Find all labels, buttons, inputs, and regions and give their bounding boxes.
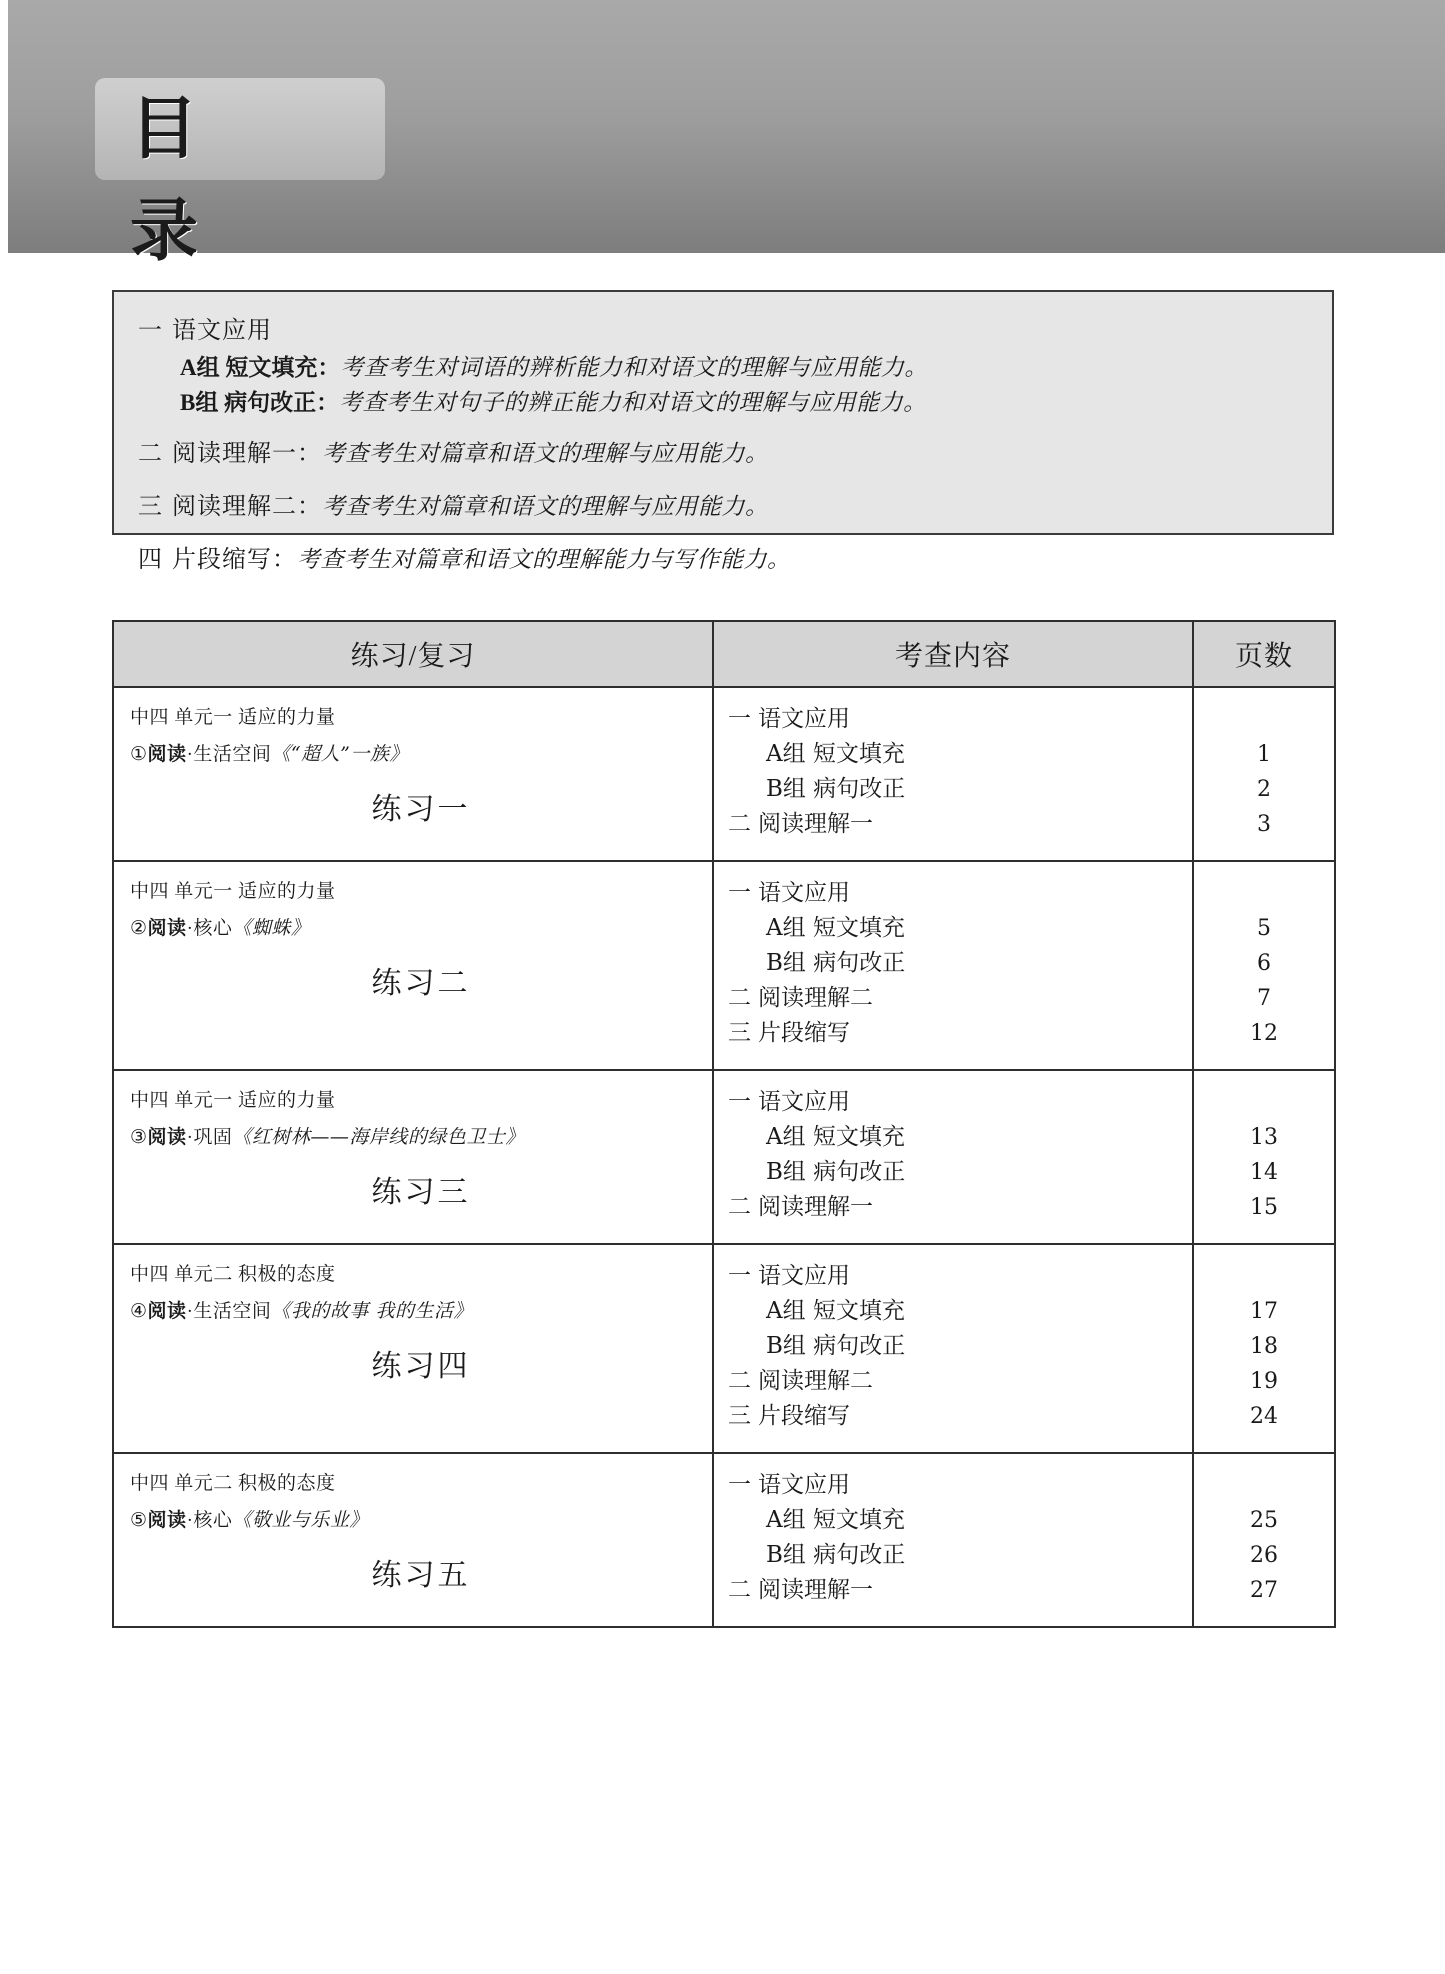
content-item [728,737,1192,772]
content-item-label: 语文应用 [758,880,850,906]
content-item-index: 一 [728,880,751,906]
content-item-label: 阅读理解一 [758,1577,873,1603]
page-number: 3 [1257,812,1271,837]
separator-dot: · [186,1301,194,1322]
content-cell [713,1244,1193,1453]
reading-title: 《敬业与乐业》 [232,1509,369,1531]
reading-title-line [130,1122,712,1149]
intro-subsection-group: B组 病句改正： [180,390,340,415]
page-number: 6 [1257,951,1271,976]
exercise-cell [113,1244,713,1453]
content-item-index: 二 [728,1368,751,1394]
item-number: ② [130,918,148,939]
content-item [728,946,1192,981]
content-item [728,1190,1192,1225]
content-item-index: 三 [728,1403,751,1429]
page-cell [1193,687,1335,861]
reading-label: 阅读 [147,744,187,765]
content-item-label: B组 病句改正 [766,776,906,802]
page-number: 18 [1250,1334,1278,1359]
content-item-index: 一 [728,1089,751,1115]
table-row [113,1453,1335,1627]
reading-title-line [130,913,712,940]
intro-section-4 [138,539,1308,574]
separator-dot: · [186,1127,194,1148]
page-number: 24 [1250,1404,1278,1429]
item-number: ⑤ [130,1510,148,1531]
toc-table [112,620,1336,1628]
content-item [728,1155,1192,1190]
content-item-label: A组 短文填充 [766,1124,905,1150]
table-row [113,1070,1335,1244]
intro-section-number: 三 [138,494,162,520]
separator-dot: · [186,918,194,939]
content-item-label: 语文应用 [758,1472,850,1498]
intro-summary-box [112,290,1334,573]
content-item [728,911,1192,946]
reading-label: 阅读 [147,1510,187,1531]
intro-section-number: 一 [138,318,162,344]
intro-section-term: 片段缩写： [172,547,297,573]
reading-type: 核心 [193,1510,233,1531]
exercise-name: 练习一 [371,792,471,827]
intro-section-1 [138,310,1308,345]
content-item-index: 二 [728,811,751,837]
page-header-band [0,0,1445,271]
separator-dot: · [186,1510,194,1531]
content-item-label: 片段缩写 [758,1403,850,1429]
page-number: 26 [1250,1543,1278,1568]
page-number: 7 [1257,986,1271,1011]
item-number: ③ [130,1127,148,1148]
reading-type: 巩固 [193,1127,233,1148]
page-title: 目 录 [130,89,303,271]
reading-title-line [130,1296,712,1323]
page-number: 2 [1257,777,1271,802]
page-number: 14 [1250,1160,1278,1185]
content-item [728,772,1192,807]
content-item [728,1573,1192,1608]
page-number: 15 [1250,1195,1278,1220]
content-cell [713,687,1193,861]
intro-section-desc: 考查考生对篇章和语文的理解与应用能力。 [322,494,769,520]
content-item-label: A组 短文填充 [766,915,905,941]
intro-section-3 [138,486,1308,521]
exercise-cell [113,861,713,1070]
content-item-index: 三 [728,1020,751,1046]
header-left-edge [0,0,8,253]
reading-title: 《“超人”一族》 [271,743,409,765]
intro-section-number: 四 [138,547,162,573]
reading-type: 生活空间 [193,1301,272,1322]
content-item-index: 一 [728,1263,751,1289]
content-item-label: 阅读理解一 [758,811,873,837]
intro-subsection [138,349,1308,382]
reading-title-line [130,1505,712,1532]
table-header-row [113,621,1335,687]
content-item [728,1399,1192,1434]
content-item-label: 阅读理解二 [758,1368,873,1394]
content-item-index: 一 [728,1472,751,1498]
page-number: 19 [1250,1369,1278,1394]
content-item-label: 片段缩写 [758,1020,850,1046]
item-number: ① [130,744,148,765]
content-item-label: 语文应用 [758,1263,850,1289]
content-item [728,807,1192,842]
content-item-label: A组 短文填充 [766,1507,905,1533]
content-cell [713,861,1193,1070]
intro-section-term: 阅读理解二： [172,494,322,520]
content-item [728,1120,1192,1155]
content-item-label: 阅读理解二 [758,985,873,1011]
exercise-name: 练习三 [371,1175,471,1210]
content-cell [713,1453,1193,1627]
column-header-content: 考查内容 [713,621,1193,687]
content-item [728,1329,1192,1364]
intro-subsection-desc: 考查考生对词语的辨析能力和对语文的理解与应用能力。 [340,355,928,381]
unit-label: 中四 单元二 积极的态度 [130,1473,336,1494]
separator-dot: · [186,744,194,765]
content-item-label: B组 病句改正 [766,1159,906,1185]
content-item [728,702,1192,737]
page-number: 27 [1250,1578,1278,1603]
page-number: 5 [1257,916,1271,941]
intro-section-desc: 考查考生对篇章和语文的理解能力与写作能力。 [297,547,791,573]
page-cell [1193,861,1335,1070]
table-row [113,861,1335,1070]
intro-subsection-group: A组 短文填充： [180,355,341,380]
exercise-name: 练习四 [371,1349,471,1384]
reading-title: 《我的故事 我的生活》 [271,1300,473,1322]
intro-section-desc: 考查考生对篇章和语文的理解与应用能力。 [322,441,769,467]
unit-label: 中四 单元二 积极的态度 [130,1264,336,1285]
page-cell [1193,1244,1335,1453]
content-cell [713,1070,1193,1244]
item-number: ④ [130,1301,148,1322]
exercise-cell [113,1453,713,1627]
unit-label: 中四 单元一 适应的力量 [130,707,336,728]
content-item-label: 阅读理解一 [758,1194,873,1220]
reading-title-line [130,739,712,766]
intro-spacer [138,419,1308,433]
table-row [113,687,1335,861]
intro-subsection [138,384,1308,417]
content-item [728,1016,1192,1051]
content-item [728,1503,1192,1538]
reading-type: 核心 [193,918,233,939]
column-header-exercise: 练习/复习 [113,621,713,687]
content-item-index: 二 [728,1577,751,1603]
content-item [728,876,1192,911]
page-number: 1 [1257,742,1271,767]
exercise-cell [113,687,713,861]
exercise-name: 练习五 [371,1558,471,1593]
unit-label: 中四 单元一 适应的力量 [130,1090,336,1111]
content-item-label: A组 短文填充 [766,741,905,767]
content-item [728,1538,1192,1573]
content-item [728,1259,1192,1294]
content-item-index: 二 [728,1194,751,1220]
content-item [728,1294,1192,1329]
content-item [728,1364,1192,1399]
reading-title: 《红树林——海岸线的绿色卫士》 [232,1126,525,1148]
content-item-label: 语文应用 [758,1089,850,1115]
intro-spacer [138,578,1308,592]
content-item-index: 一 [728,706,751,732]
page-cell [1193,1453,1335,1627]
intro-spacer [138,525,1308,539]
content-item [728,1468,1192,1503]
content-item [728,1085,1192,1120]
content-item-label: B组 病句改正 [766,1542,906,1568]
reading-label: 阅读 [147,918,187,939]
content-item-label: 语文应用 [758,706,850,732]
table-row [113,1244,1335,1453]
content-item [728,981,1192,1016]
exercise-name: 练习二 [371,966,471,1001]
intro-spacer [138,472,1308,486]
reading-type: 生活空间 [193,744,272,765]
unit-label: 中四 单元一 适应的力量 [130,881,336,902]
intro-section-2 [138,433,1308,468]
intro-subsection-desc: 考查考生对句子的辨正能力和对语文的理解与应用能力。 [339,390,927,416]
content-item-label: B组 病句改正 [766,1333,906,1359]
content-item-index: 二 [728,985,751,1011]
page-number: 12 [1250,1021,1278,1046]
intro-section-term: 阅读理解一： [172,441,322,467]
page-number: 25 [1250,1508,1278,1533]
content-item-label: B组 病句改正 [766,950,906,976]
intro-section-term: 语文应用 [172,318,272,344]
content-item-label: A组 短文填充 [766,1298,905,1324]
reading-title: 《蜘蛛》 [232,917,311,939]
page-number: 17 [1250,1299,1278,1324]
reading-label: 阅读 [147,1301,187,1322]
reading-label: 阅读 [147,1127,187,1148]
page-number: 13 [1250,1125,1278,1150]
page-cell [1193,1070,1335,1244]
column-header-page: 页数 [1193,621,1335,687]
exercise-cell [113,1070,713,1244]
intro-section-number: 二 [138,441,162,467]
